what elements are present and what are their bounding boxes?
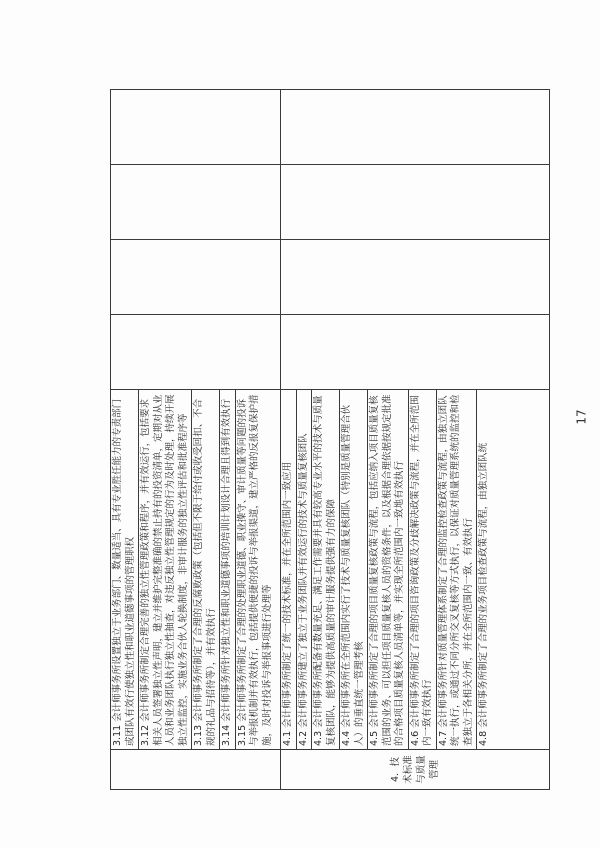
page-number: 17 bbox=[574, 409, 589, 425]
empty-cell bbox=[111, 240, 281, 315]
empty-cell bbox=[111, 165, 281, 240]
requirement-item: 4.8 会计师事务所制定了合理的业务项目检查政策与流程，由独立团队统 bbox=[478, 442, 489, 746]
requirement-item: 3.12 会计师事务所制定合理完善的独立性管理政策和程序，并有效运行，包括要求相关人员签署独立性声明，建立并维护完整准确的禁止持有的投资清单，定期对从业人员和业务团队执行独立性抽查，对违反独立性管理规定的行为及时处理，持续开展独立性监控，实施业务合伙人轮换制度，非审计服务的独立性评估和批准程序等 bbox=[140, 394, 189, 746]
requirements-cell bbox=[281, 390, 550, 750]
empty-cell bbox=[281, 240, 550, 315]
requirement-item: 3.15 会计师事务所制定了合理的处理职业道德、职业操守、审计质量等问题的投诉与举报机制并有效执行，包括提供便捷的投诉与举报渠道，建立严格的反报复保护措施，及时对投诉与举报事项进行处理等 bbox=[236, 394, 273, 746]
requirement-item: 3.13 会计师事务所制定了合理的反腐败政策（包括但不限于给付或收受回扣、不合规的礼品与招待等），并有效执行 bbox=[193, 398, 217, 746]
empty-cell bbox=[281, 90, 550, 165]
empty-cell bbox=[281, 315, 550, 390]
table-row bbox=[111, 90, 281, 790]
requirement-item: 4.2 会计师事务所建立了独立于业务团队并有效运行的技术与质量复核团队 bbox=[297, 433, 309, 746]
requirement-item: 3.14 会计师事务所针对独立性和职业道德事项的培训计划设计合理且得到有效执行 bbox=[221, 398, 232, 746]
category-cell: 4．技术标准与质量管理 bbox=[281, 750, 550, 790]
requirement-item: 4.3 会计师事务所配备有数量充足、满足工作需要并具有较高专业水平的技术与质量复核团队，能够为提供高质量的审计服务提供强有力的保障 bbox=[313, 395, 337, 746]
requirements-table-rotated bbox=[110, 90, 550, 790]
empty-cell bbox=[111, 315, 281, 390]
requirement-item: 3.11 会计师事务所设置独立于业务部门、数量适当、具有专业胜任能力的专责部门或团队有效行使独立性和职业道德事项的管理职权 bbox=[112, 398, 136, 746]
requirement-item: 4.4 会计师事务所在全所范围内实行了技术与质量复核团队（特别是质量管理合伙人）的垂直统一管理考核 bbox=[341, 404, 365, 746]
table-row bbox=[281, 90, 550, 790]
empty-cell bbox=[281, 165, 550, 240]
requirements-cell bbox=[111, 390, 281, 750]
requirements-table bbox=[110, 89, 550, 790]
requirement-item: 4.6 会计师事务所制定了合理的项目咨询政策及分歧解决政策与流程，并在全所范围内一致有效执行 bbox=[409, 395, 433, 746]
empty-cell bbox=[111, 90, 281, 165]
requirement-item: 4.1 会计师事务所制定了统一的技术标准，并在全所范围内一致应用 bbox=[282, 461, 293, 746]
category-cell-empty bbox=[111, 750, 281, 790]
requirement-item: 4.5 会计师事务所制定了合理的项目质量复核政策与流程，包括应纳入项目质量复核范围的业务、可以担任项目质量复核人员的资格条件，以及根据合理依据按规定批准的合格项目质量复核人员清单等，并实现全所范围内一致地有效执行 bbox=[369, 394, 405, 746]
requirement-item: 4.7 会计师事务所针对质量管理体系制定了合理的监控检查政策与流程，由独立团队统一执行，或通过不同分所交叉复核等方式执行，以保证对质量管理系统的监控和检查独立于各相关分所，并在全所范围内一致、有效执行 bbox=[437, 394, 474, 746]
